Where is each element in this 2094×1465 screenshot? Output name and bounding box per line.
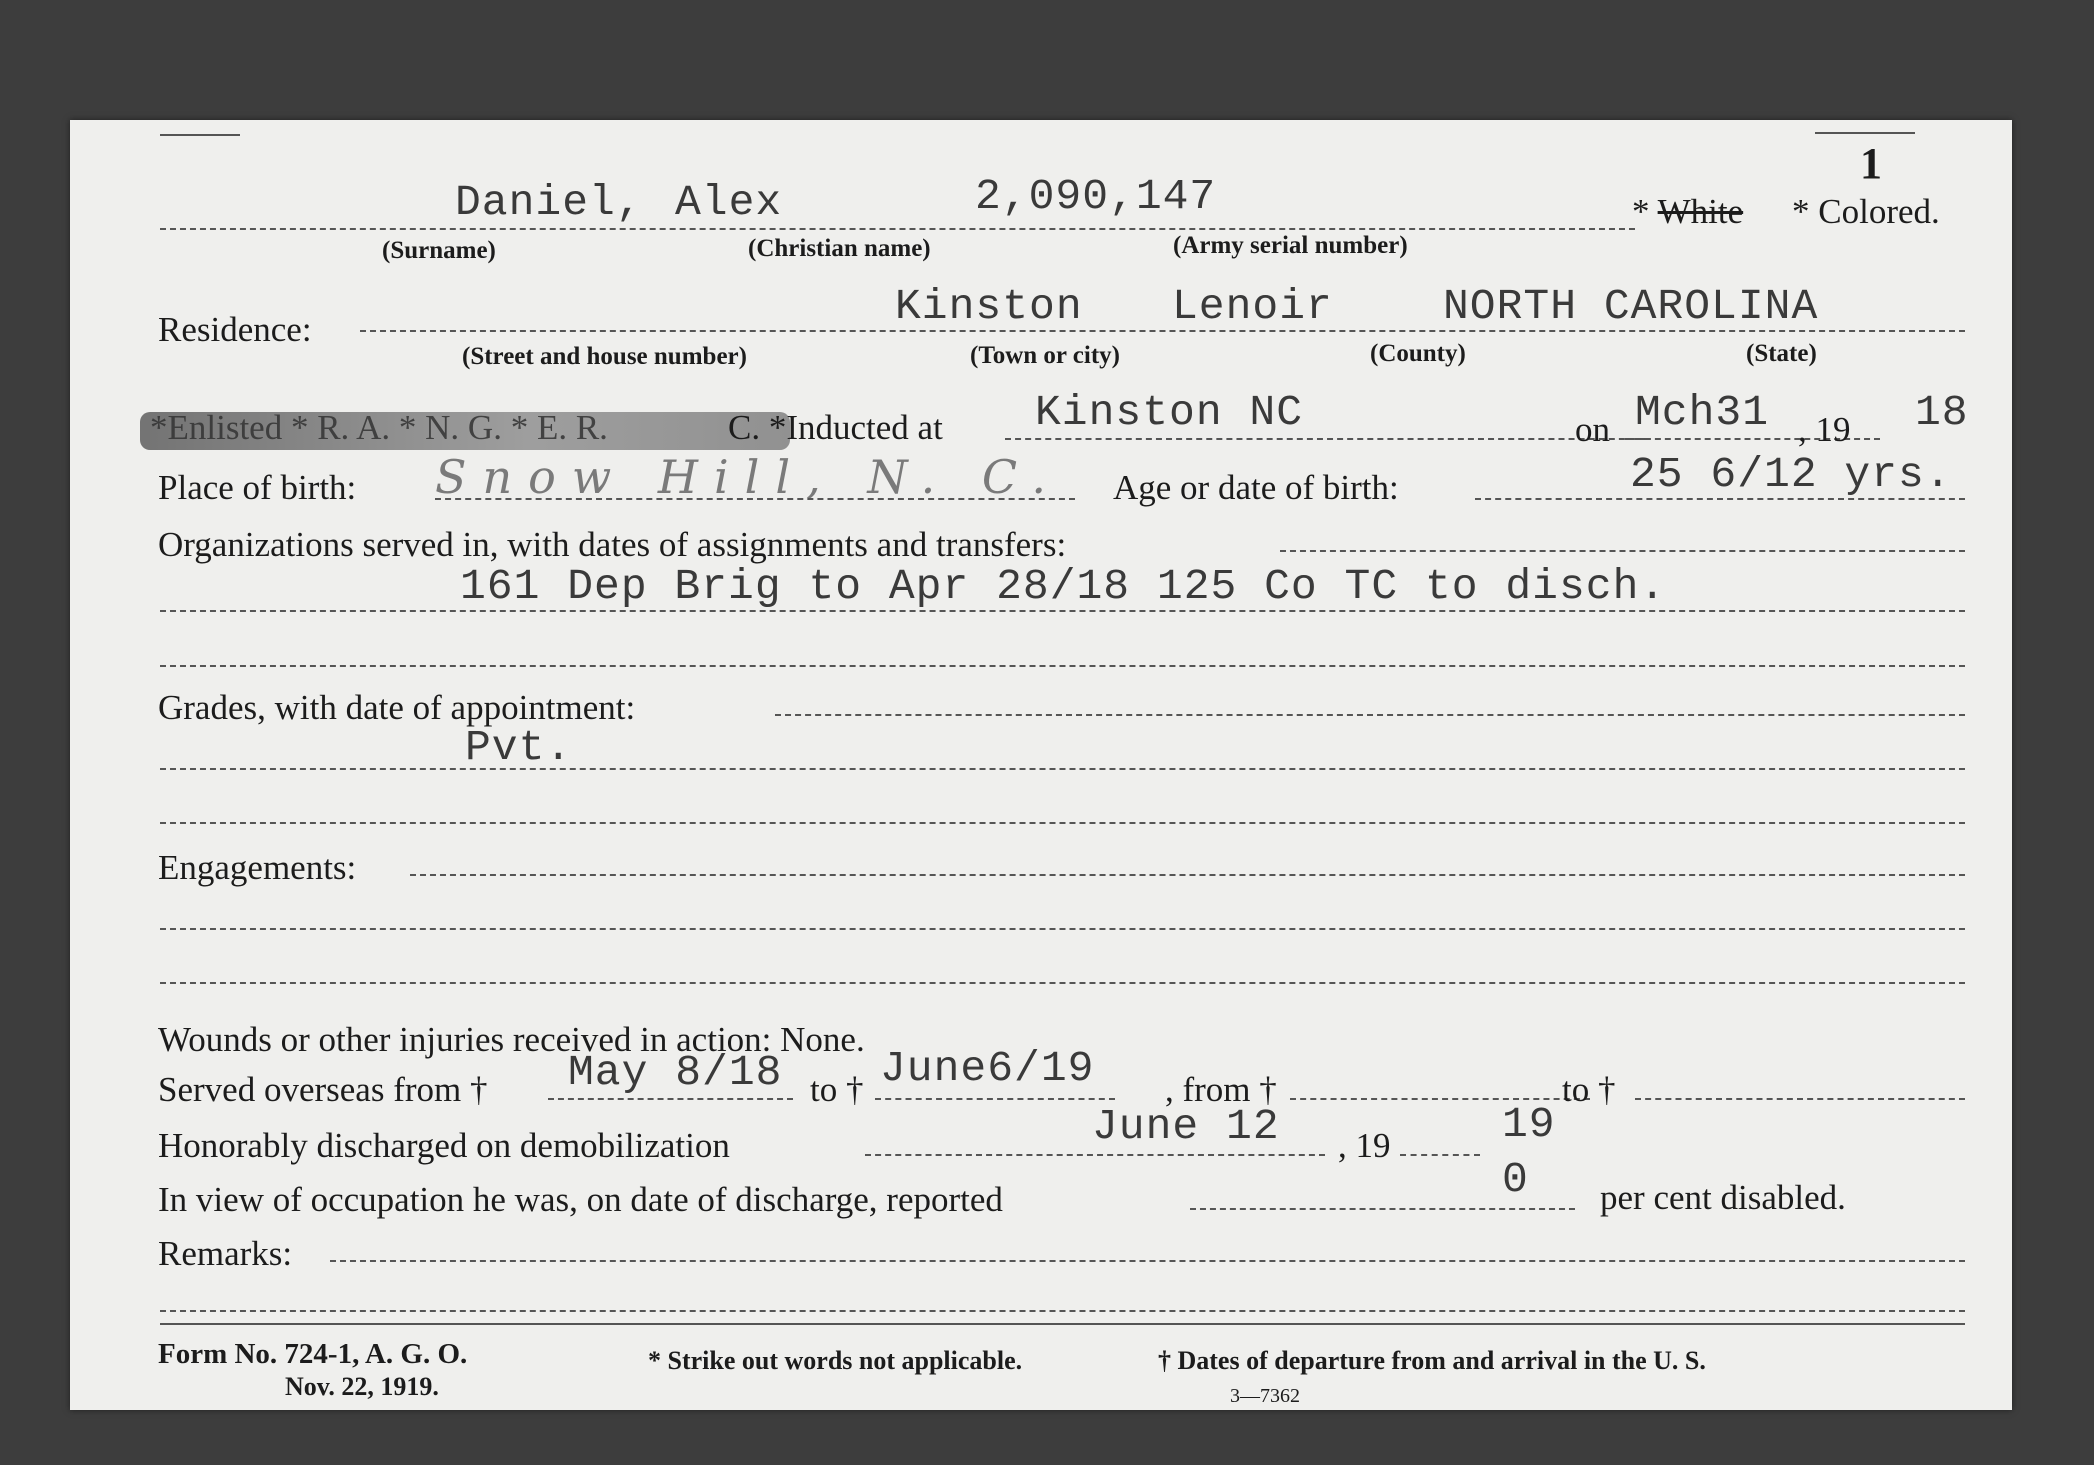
grades-label: Grades, with date of appointment: [158, 688, 636, 727]
remarks-line-1 [330, 1260, 1965, 1262]
discharge-year-prefix: , 19 [1338, 1126, 1391, 1165]
discharge-date: June 12 [1092, 1102, 1280, 1151]
grades-line-1 [775, 714, 1965, 716]
print-code: 3—7362 [1230, 1385, 1300, 1407]
overseas-to2-label: to † [1562, 1070, 1616, 1109]
footnote-dates: † Dates of departure from and arrival in the U. S. [1158, 1346, 1706, 1375]
induction-place-line [1005, 438, 1645, 440]
age-value: 25 6/12 yrs. [1630, 450, 1952, 499]
induction-place: Kinston NC [1035, 388, 1304, 437]
induction-label: C. *Inducted at [728, 408, 943, 447]
birth-place-line [435, 498, 1075, 500]
service-card [70, 120, 2012, 1410]
grades-value: Pvt. [465, 723, 573, 772]
discharge-year: 19 [1502, 1100, 1556, 1149]
christian-name-value: Alex [675, 178, 783, 227]
disability-value: 0 [1502, 1155, 1529, 1204]
organizations-line-2 [160, 610, 1965, 612]
induction-year-prefix: , 19 [1798, 410, 1851, 449]
overseas-from-label: Served overseas from † [158, 1070, 488, 1109]
surname-value: Daniel, [455, 178, 643, 227]
caption-street: (Street and house number) [462, 343, 747, 370]
organizations-line-1 [1280, 550, 1965, 552]
discharge-year-line [1400, 1154, 1480, 1156]
top-rule [160, 134, 240, 136]
race-white-struck: White [1657, 192, 1744, 231]
residence-state: NORTH CAROLINA [1443, 282, 1819, 331]
disability-line [1190, 1208, 1575, 1210]
wounds-label: Wounds or other injuries received in action: None. [158, 1020, 865, 1059]
caption-town: (Town or city) [970, 342, 1120, 369]
engagements-label: Engagements: [158, 848, 357, 887]
caption-state: (State) [1746, 340, 1817, 367]
organizations-value: 161 Dep Brig to Apr 28/18 125 Co TC to disch. [460, 562, 1667, 611]
caption-county: (County) [1370, 340, 1466, 367]
form-number: Form No. 724-1, A. G. O. [158, 1338, 468, 1370]
discharge-date-line [865, 1154, 1325, 1156]
card-number: 1 [1860, 139, 1882, 188]
residence-town: Kinston [895, 282, 1083, 331]
overseas-to-line [875, 1098, 1115, 1100]
place-of-birth-value: Snow Hill, N. C. [435, 450, 1063, 504]
form-date: Nov. 22, 1919. [285, 1372, 439, 1401]
overseas-from-line [548, 1098, 793, 1100]
age-label: Age or date of birth: [1113, 468, 1399, 507]
caption-serial-number: (Army serial number) [1173, 232, 1408, 259]
footer-rule [160, 1323, 1965, 1325]
overseas-to-date: June6/19 [880, 1044, 1095, 1093]
organizations-label: Organizations served in, with dates of assignments and transfers: [158, 525, 1067, 564]
discharge-label: Honorably discharged on demobilization [158, 1126, 730, 1165]
residence-county: Lenoir [1172, 282, 1333, 331]
grades-line-3 [160, 822, 1965, 824]
header-line [160, 228, 1635, 230]
residence-label: Residence: [158, 310, 312, 349]
engagements-line-2 [160, 928, 1965, 930]
race-colored-option: * Colored. [1792, 192, 1940, 231]
overseas-from2-label: , from † [1165, 1070, 1277, 1109]
place-of-birth-label: Place of birth: [158, 468, 357, 507]
race-white-option: * White [1632, 192, 1744, 231]
remarks-line-2 [160, 1310, 1965, 1312]
overseas-to-label: to † [810, 1070, 864, 1109]
overseas-from-date: May 8/18 [568, 1048, 783, 1097]
overseas-to2-line [1635, 1098, 1965, 1100]
footnote-strike: * Strike out words not applicable. [648, 1346, 1023, 1375]
card-number-rule [1815, 132, 1915, 134]
remarks-label: Remarks: [158, 1234, 293, 1273]
induction-date: Mch31 [1635, 388, 1770, 437]
organizations-line-3 [160, 665, 1965, 667]
engagements-line-3 [160, 982, 1965, 984]
engagements-line-1 [410, 874, 1965, 876]
grades-line-2 [160, 768, 1965, 770]
disability-label: In view of occupation he was, on date of discharge, reported [158, 1180, 1003, 1219]
induction-on-label: on [1575, 410, 1610, 449]
serial-number-value: 2,090,147 [975, 172, 1217, 221]
induction-year: 18 [1915, 388, 1969, 437]
struck-options: *Enlisted * R. A. * N. G. * E. R. [150, 408, 608, 447]
caption-christian-name: (Christian name) [748, 235, 931, 262]
caption-surname: (Surname) [382, 237, 496, 264]
disability-tail: per cent disabled. [1600, 1178, 1846, 1217]
